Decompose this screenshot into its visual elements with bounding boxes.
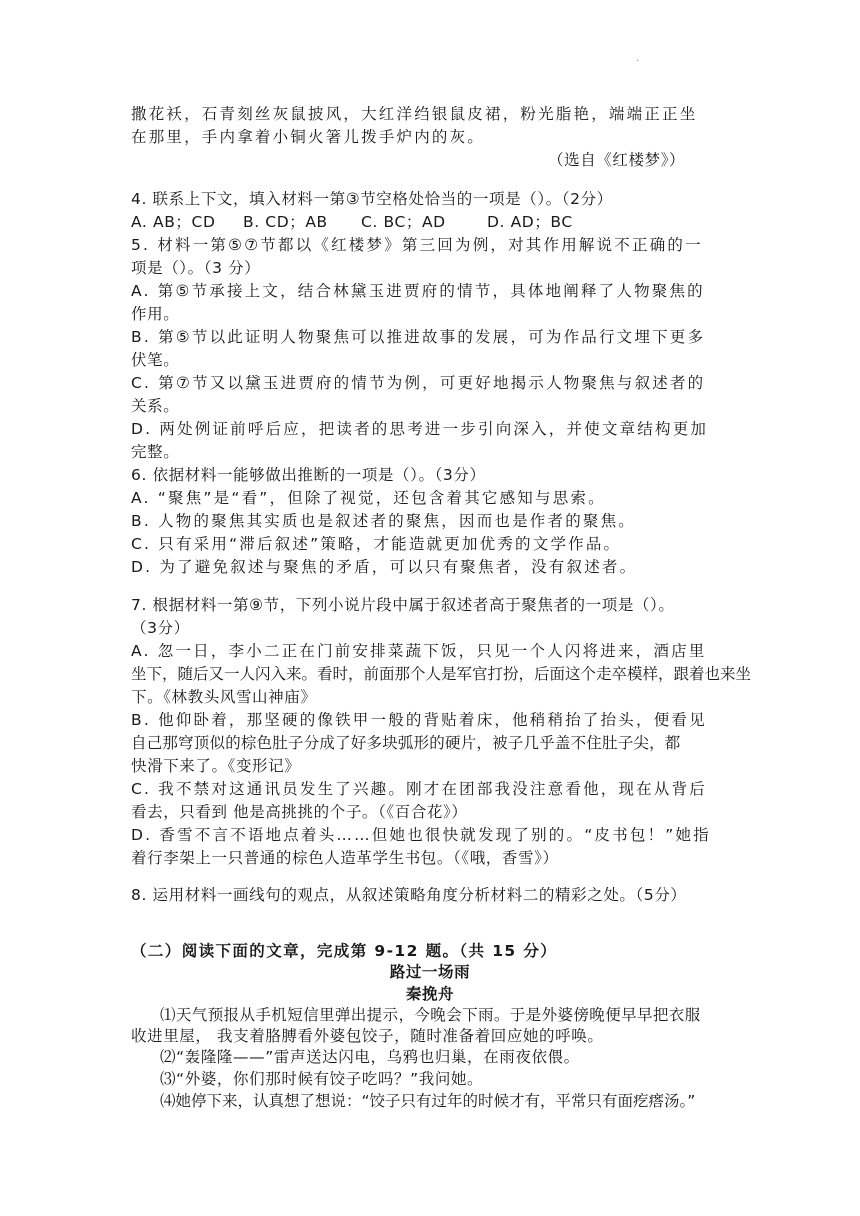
option-b-cont: 伏笔。 bbox=[131, 351, 180, 369]
option-b-cont: 自己那穹顶似的棕色肚子分成了好多块弧形的硬片，被子几乎盖不住肚子尖，都 bbox=[131, 734, 681, 752]
option-d-cont: 着行李架上一只普通的棕色人造革学生书包。（《哦，香雪》） bbox=[131, 849, 559, 867]
option-b: B. 人物的聚焦其实质也是叙述者的聚焦，因而也是作者的聚焦。 bbox=[131, 512, 636, 530]
question-5-stem-cont: 项是（）。（3 分） bbox=[131, 259, 261, 277]
question-4-stem: 4. 联系上下文，填入材料一第③节空格处恰当的一项是（）。（2分） bbox=[131, 190, 613, 208]
option-a: A. AB；CD bbox=[131, 213, 216, 231]
option-b: B. CD；AB bbox=[243, 213, 328, 231]
option-a-cont: 下。《林教头风雪山神庙》 bbox=[131, 688, 317, 706]
option-a: A. 第⑤节承接上文，结合林黛玉进贾府的情节，具体地阐释了人物聚焦的 bbox=[131, 282, 705, 300]
question-8-stem: 8. 运用材料一画线句的观点，从叙述策略角度分析材料二的精彩之处。（5分） bbox=[131, 886, 687, 904]
option-a: A. “聚焦”是“看”，但除了视觉，还包含着其它感知与思索。 bbox=[131, 489, 606, 507]
option-c-cont: 关系。 bbox=[131, 397, 180, 415]
option-c: C. 我不禁对这通讯员发生了兴趣。刚才在团部我没注意看他，现在从背后 bbox=[131, 780, 707, 798]
option-c: C. 第⑦节又以黛玉进贾府的情节为例，可更好地揭示人物聚焦与叙述者的 bbox=[131, 374, 706, 392]
question-7-stem: 7. 根据材料一第⑨节，下列小说片段中属于叙述者高于聚焦者的一项是（）。 bbox=[131, 596, 675, 614]
paragraph-cont: 收进里屋， 我支着胳膊看外婆包饺子，随时准备着回应她的呼唤。 bbox=[131, 1027, 604, 1045]
excerpt-line: 在那里，手内拿着小铜火箸儿拨手炉内的灰。 bbox=[131, 128, 486, 146]
paragraph: ⑶“外婆，你们那时候有饺子吃吗？”我问她。 bbox=[160, 1070, 484, 1088]
option-c-cont: 看去，只看到 他是高挑挑的个子。（《百合花》） bbox=[131, 803, 468, 821]
option-a: A. 忽一日，李小二正在门前安排菜蔬下饭，只见一个人闪将进来，酒店里 bbox=[131, 642, 707, 660]
paragraph: ⑴天气预报从手机短信里弹出提示，今晚会下雨。于是外婆傍晚便早早把衣服 bbox=[160, 1006, 701, 1024]
section-heading: （二）阅读下面的文章，完成第 9-12 题。（共 15 分） bbox=[131, 942, 558, 960]
excerpt-line: 撒花袄，石青刻丝灰鼠披风，大红洋绉银鼠皮裙，粉光脂艳，端端正正坐 bbox=[131, 105, 698, 123]
option-a-cont: 坐下，随后又一人闪入来。看时，前面那个人是军官打扮，后面这个走卒模样，跟着也来坐 bbox=[131, 665, 752, 683]
question-6-stem: 6. 依据材料一能够做出推断的一项是（）。（3分） bbox=[131, 466, 486, 484]
option-b: B. 他仰卧着，那坚硬的像铁甲一般的背贴着床，他稍稍抬了抬头，便看见 bbox=[131, 711, 707, 729]
excerpt-source: （选自《红楼梦》） bbox=[548, 151, 686, 169]
option-b-cont: 快滑下来了。《变形记》 bbox=[131, 757, 301, 775]
option-c: C. 只有采用“滞后叙述”策略，才能造就更加优秀的文学作品。 bbox=[131, 535, 622, 553]
article-title: 路过一场雨 bbox=[389, 963, 471, 981]
option-d-cont: 完整。 bbox=[131, 443, 180, 461]
option-b: B. 第⑤节以此证明人物聚焦可以推进故事的发展，可为作品行文埋下更多 bbox=[131, 328, 706, 346]
option-d: D. 为了避免叙述与聚焦的矛盾，可以只有聚焦者，没有叙述者。 bbox=[131, 558, 638, 576]
paragraph: ⑷她停下来，认真想了想说：“饺子只有过年的时候才有，平常只有面疙瘩汤。” bbox=[160, 1092, 696, 1110]
page-dot: · bbox=[636, 56, 640, 67]
question-5-stem: 5. 材料一第⑤⑦节都以《红楼梦》第三回为例，对其作用解说不正确的一 bbox=[131, 236, 703, 254]
option-c: C. BC；AD bbox=[361, 213, 446, 231]
option-d: D. 两处例证前呼后应，把读者的思考进一步引向深入，并使文章结构更加 bbox=[131, 420, 709, 438]
option-d: D. AD；BC bbox=[487, 213, 573, 231]
option-d: D. 香雪不言不语地点着头……但她也很快就发现了别的。“皮书包！”她指 bbox=[131, 826, 711, 844]
question-7-stem-cont: （3分） bbox=[131, 619, 190, 637]
paragraph: ⑵“轰隆隆——”雷声送达闪电，乌鸦也归巢，在雨夜依偎。 bbox=[160, 1048, 580, 1066]
article-author: 秦挽舟 bbox=[405, 985, 455, 1003]
option-a-cont: 作用。 bbox=[131, 305, 180, 323]
